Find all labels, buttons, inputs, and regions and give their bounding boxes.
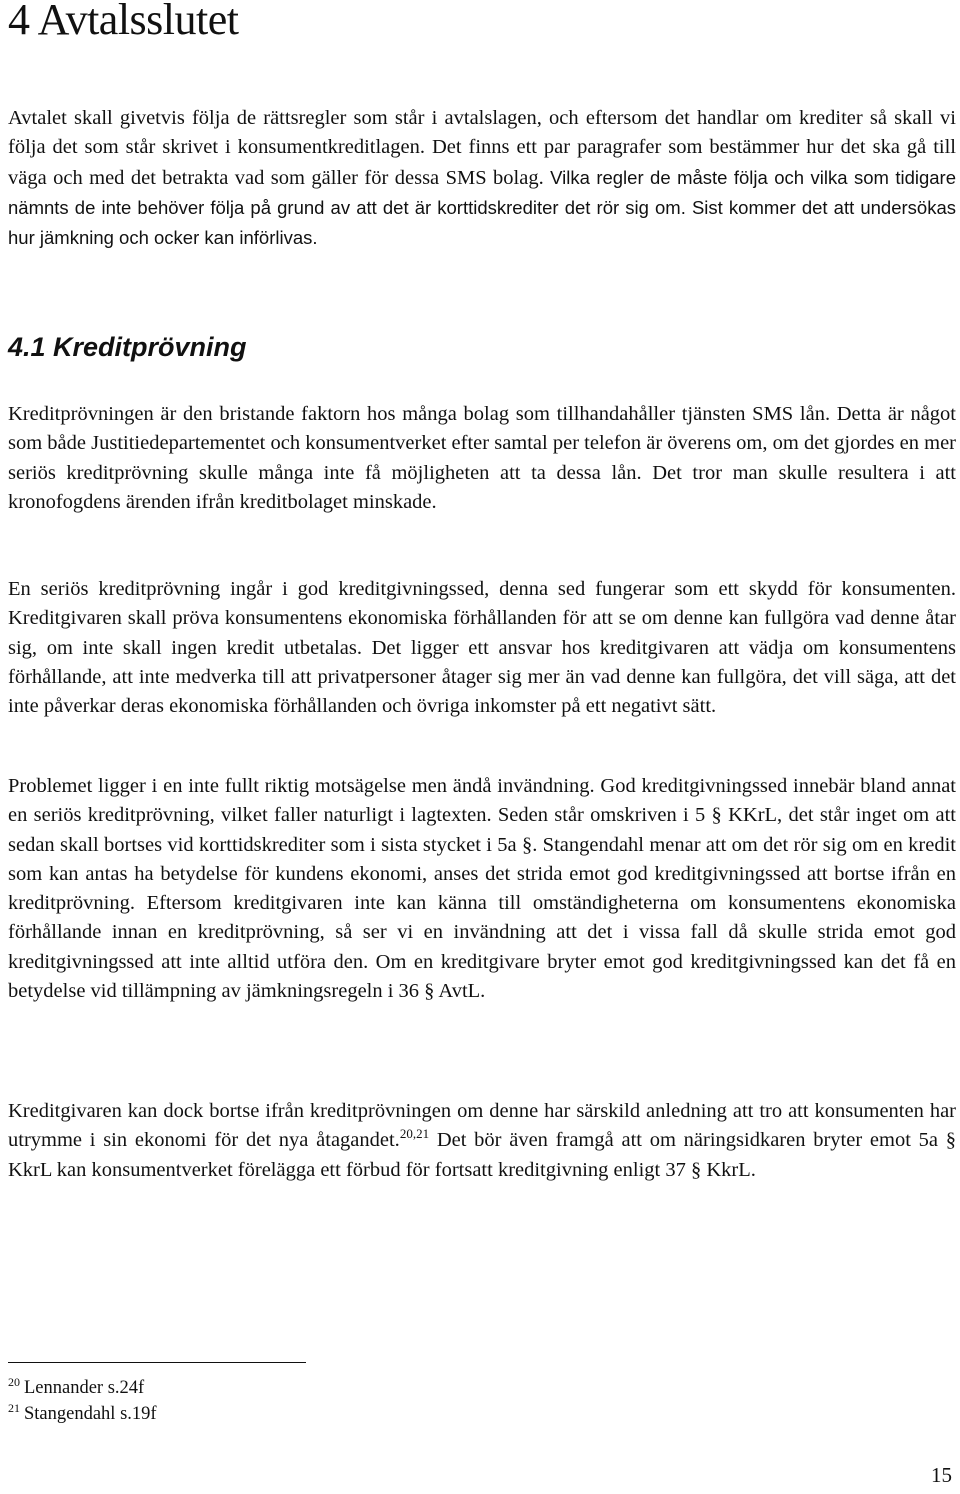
footnote-reference[interactable]: 20,21 <box>399 1126 430 1142</box>
body-paragraph: En seriös kreditprövning ingår i god kreditgivningssed, denna sed fungerar som ett skydd för konsumenten. Kreditgivaren skall pröva konsumentens ekonomiska förhållanden för att se om denne kan fullgöra vad denne åtar sig, om inte skall ingen kredit utbetalas. Det ligger ett ansvar hos kreditgivaren att vädja om konsumentens förhållande, att inte medverka till att privatpersoner åtager sig mer än vad denne kan fullgöra, det vill säga, att det inte påverkar deras ekonomiska förhållanden och övriga inkomster på ett negativt sätt. <box>8 578 956 718</box>
intro-serif-text: Avtalet skall givetvis följa de rättsregler som står i avtalslagen, och eftersom det handlar om krediter så skall vi följa det som står skrivet i konsumentkreditlagen. Det finns ett par paragrafer som bestämmer hur det ska gå till väga och med det betrakta vad som gäller för dessa SMS bolag. <box>8 107 956 189</box>
section-heading: 4.1 Kreditprövning <box>8 332 247 362</box>
body-paragraph: Kreditprövningen är den bristande faktorn hos många bolag som tillhandahåller tjänsten SMS lån. Detta är något som både Justitiedepartementet och konsumentverket efter samtal per telefon är överens om, om det gjordes en mer seriös kreditprövning skulle många inte få möjligheten att ta dessa lån. Det tror man skulle resultera i att kronofogdens ärenden ifrån kreditbolaget minskade. <box>8 403 956 513</box>
footnote-text: Lennander s.24f <box>24 1378 145 1398</box>
paragraph-text-before-refs: Kreditgivaren kan dock bortse ifrån kreditprövningen om denne har särskild anledning att tro att konsumenten har utrymme i sin ekonomi för det nya åtagandet. <box>8 1100 956 1152</box>
footnote-number: 20 <box>8 1374 20 1389</box>
chapter-heading: 4 Avtalsslutet <box>8 0 239 44</box>
body-paragraph-last <box>8 1097 956 1185</box>
footnote-number: 21 <box>8 1400 20 1415</box>
intro-paragraph <box>8 104 956 253</box>
footnote <box>8 1375 157 1401</box>
footnote-separator <box>8 1362 306 1363</box>
footnote <box>8 1401 157 1427</box>
intro-sans-text: Vilka regler de måste följa och vilka som tidigare nämnts de inte behöver följa på grund av att det är korttidskrediter det rör sig om. Sist kommer det att undersökas hur jämkning och ocker kan införlivas. <box>8 166 957 249</box>
body-paragraph: Problemet ligger i en inte fullt riktig motsägelse men ändå invändning. God kreditgivningssed innebär bland annat en seriös kreditprövning, vilket faller naturligt i lagtexten. Seden står omskriven i 5 § KKrL, det står inget om att sedan skall bortses vid korttidskrediter som i sista stycket i 5a §. Stangendahl menar att om det rör sig om en kredit som kan antas ha betydelse för kundens ekonomi, anses det strida emot god kreditgivningssed att bortse ifrån en kreditprövning. Eftersom kreditgivaren inte kan känna till omständigheterna om konsumentens ekonomiska förhållande innan en kreditprövning, så ser vi en invändning att det i vissa fall då skulle strida emot god kreditgivningssed att inte alltid utföra den. Om en kreditgivare bryter emot god kreditgivningssed kan det få en betydelse vid tillämpning av jämkningsregeln i 36 § AvtL. <box>8 775 956 1003</box>
paragraph-text-after-refs: Det bör även framgå att om näringsidkaren bryter emot 5a § KkrL kan konsumentverket förelägga ett förbud för fortsatt kreditgivning enligt 37 § KkrL. <box>8 1129 956 1181</box>
page-number: 15 <box>931 1463 952 1487</box>
footnote-text: Stangendahl s.19f <box>24 1404 157 1424</box>
footnotes <box>8 1375 157 1427</box>
